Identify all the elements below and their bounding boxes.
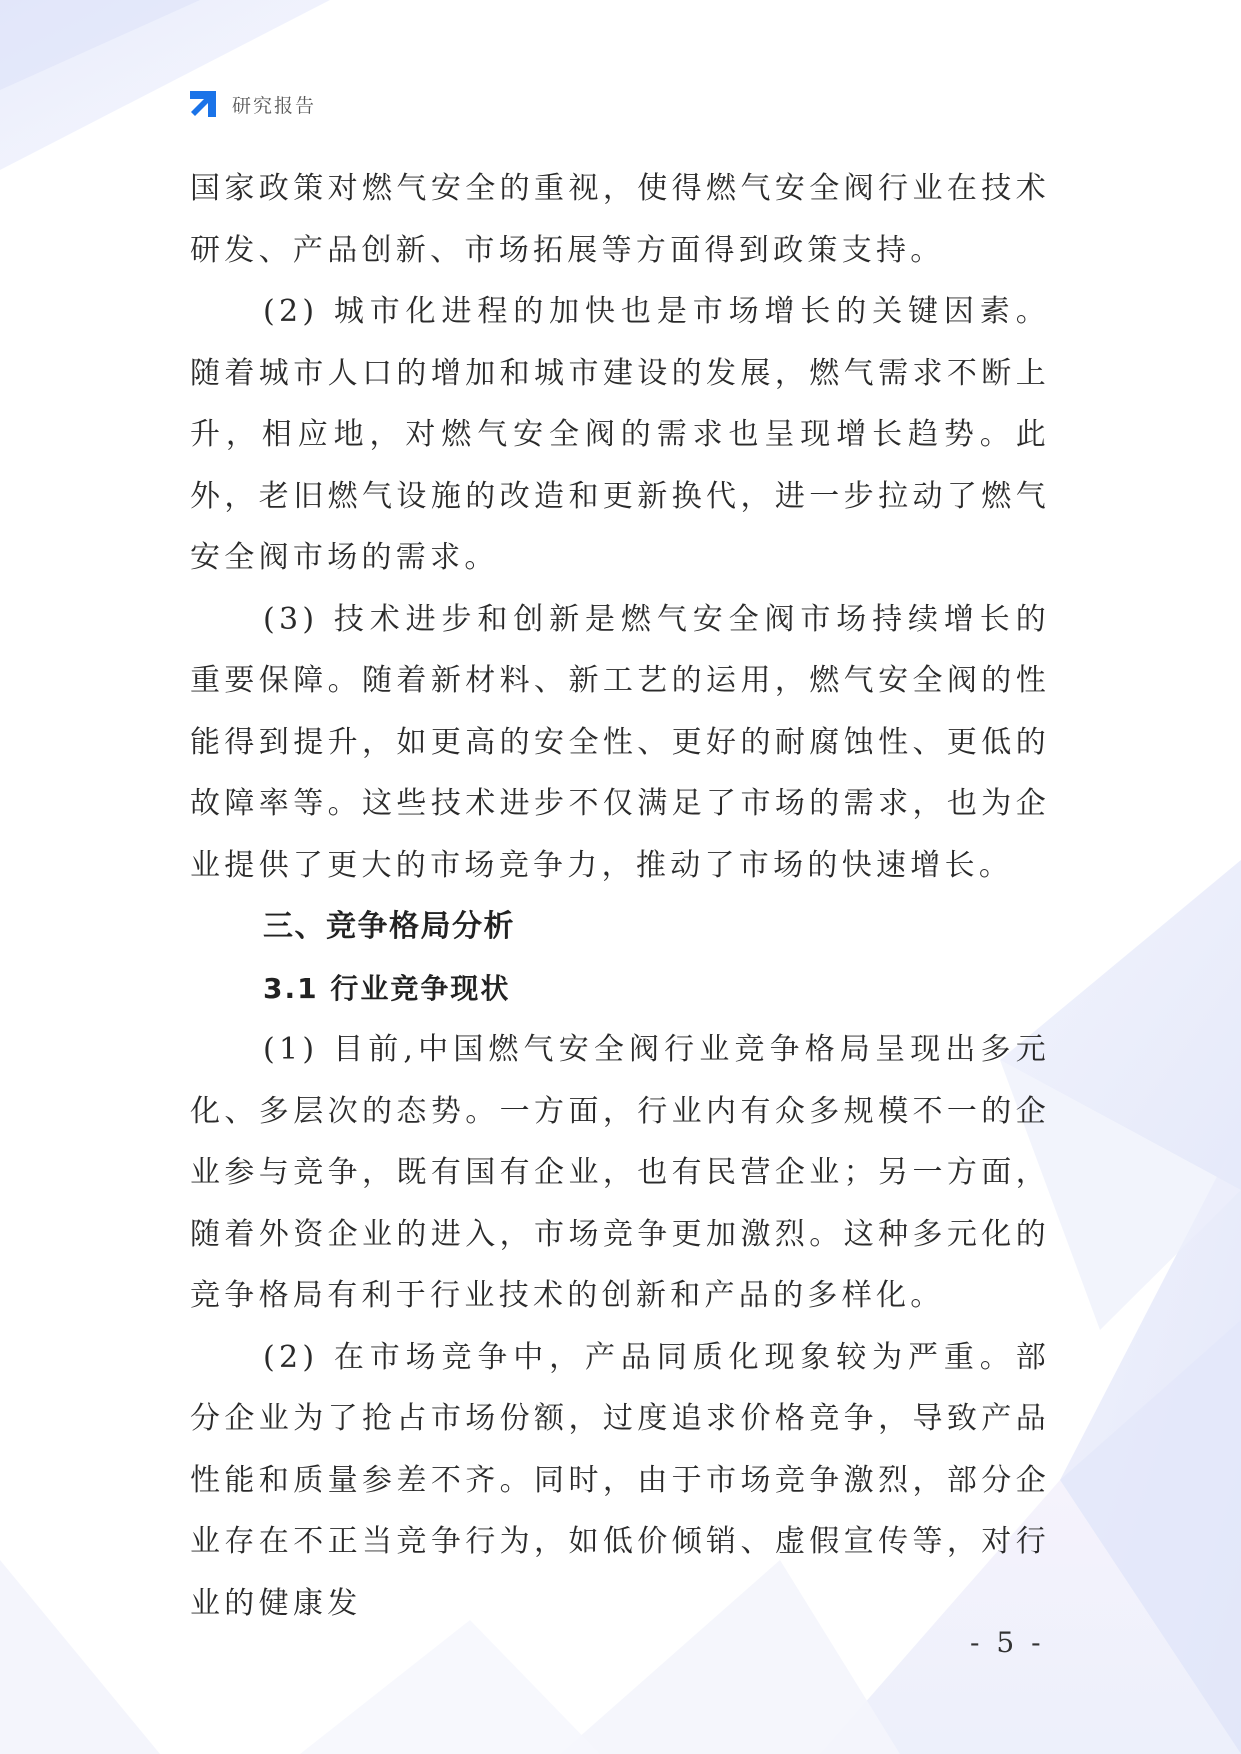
body-paragraph: 国家政策对燃气安全的重视，使得燃气安全阀行业在技术研发、产品创新、市场拓展等方面得到政策支持。 [190,171,1050,268]
body-paragraph: (3) 技术进步和创新是燃气安全阀市场持续增长的重要保障。随着新材料、新工艺的运用，燃气安全阀的性能得到提升，如更高的安全性、更好的耐腐蚀性、更低的故障率等。这些技术进步不仅满足了市场的需求，也为企业提供了更大的市场竞争力，推动了市场的快速增长。 [190,601,1050,883]
page-number: - 5 - [970,1626,1045,1659]
body-paragraph: (2) 城市化进程的加快也是市场增长的关键因素。随着城市人口的增加和城市建设的发展，燃气需求不断上升，相应地，对燃气安全阀的需求也呈现增长趋势。此外，老旧燃气设施的改造和更新换代，进一步拉动了燃气安全阀市场的需求。 [190,294,1050,575]
document-body [190,158,1050,1634]
arrow-logo-icon [186,87,220,121]
report-header [186,86,316,122]
section-heading: 三、竞争格局分析 [263,909,515,944]
body-paragraph: (2) 在市场竞争中，产品同质化现象较为严重。部分企业为了抢占市场份额，过度追求价格竞争，导致产品性能和质量参差不齐。同时，由于市场竞争激烈，部分企业存在不正当竞争行为，如低价倾销、虚假宣传等，对行业的健康发 [190,1339,1050,1621]
body-paragraph: (1) 目前,中国燃气安全阀行业竞争格局呈现出多元化、多层次的态势。一方面，行业内有众多规模不一的企业参与竞争，既有国有企业，也有民营企业；另一方面，随着外资企业的进入，市场竞争更加激烈。这种多元化的竞争格局有利于行业技术的创新和产品的多样化。 [190,1032,1050,1313]
header-title: 研究报告 [232,94,317,117]
subsection-heading: 3.1 行业竞争现状 [263,971,511,1005]
